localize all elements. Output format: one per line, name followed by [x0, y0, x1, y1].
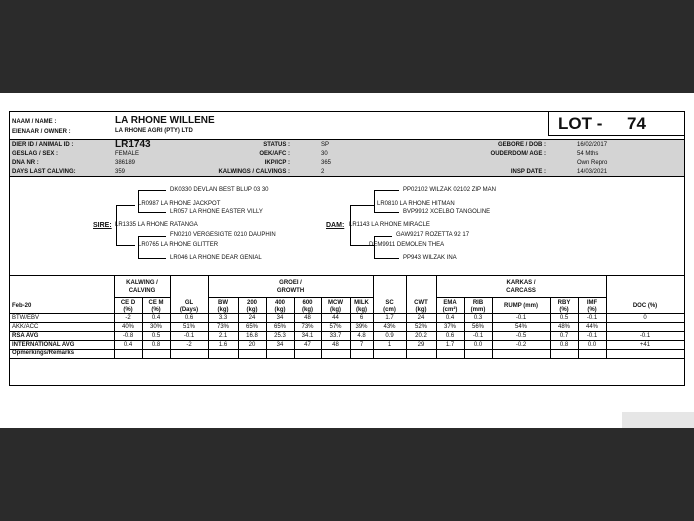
table-cell: 29	[417, 342, 425, 348]
col-unit-cem: (%)	[151, 307, 161, 313]
table-cell: 24	[248, 315, 256, 321]
sire-dam-dam-name: LR046 LA RHONE DEAR GENIAL	[170, 255, 262, 261]
ss-dam-line	[138, 212, 166, 213]
row-rule-4	[10, 349, 684, 350]
table-cell: 7	[359, 342, 364, 348]
dna-value: 386189	[115, 160, 136, 166]
dam-sire-line	[350, 205, 374, 206]
table-cell: 0.3	[473, 315, 483, 321]
col-header-600: 600	[302, 300, 313, 306]
table-cell: 1	[387, 342, 392, 348]
row-rule-5	[10, 358, 684, 359]
table-cell: 16.8	[246, 333, 258, 339]
dam-sire-bracket	[374, 190, 381, 212]
ds-dam-line	[374, 212, 399, 213]
table-cell: 0.8	[559, 342, 569, 348]
sire-dam-line	[116, 245, 135, 246]
table-cell: 0.5	[151, 333, 161, 339]
owner-label: EIENAAR / OWNER :	[12, 129, 71, 135]
dob-label: GEBORE / DOB :	[497, 142, 546, 148]
table-cell: -2	[186, 342, 192, 348]
dna-label: DNA NR :	[12, 160, 39, 166]
table-cell: 65%	[273, 324, 286, 330]
col-unit-cwt: (kg)	[415, 307, 427, 313]
name-label: NAAM / NAME :	[12, 119, 57, 125]
reason-value: Own Repro	[577, 160, 608, 166]
col-header-rby: RBY	[557, 300, 571, 306]
sex-label: GESLAG / SEX :	[12, 151, 59, 157]
growth-group-title-2: GROWTH	[276, 288, 305, 294]
status-value: SP	[321, 142, 330, 148]
row-label-rsa-avg: RSA AVG	[12, 333, 39, 339]
col-header-imf: IMF	[586, 300, 598, 306]
sd-dam-line	[138, 258, 166, 259]
lot-label: LOT -	[558, 114, 603, 133]
dam-dam-name: DEM9911 DEMOLEN THEA	[369, 242, 445, 248]
table-cell: 25.3	[274, 333, 286, 339]
dob-value: 16/02/2017	[577, 142, 608, 148]
row-rule-2	[10, 331, 684, 332]
row-label-acc: AKK/ACC	[12, 324, 39, 330]
calving-group-title-1: KALWING /	[126, 280, 158, 286]
col-header-ema: EMA	[443, 300, 457, 306]
col-unit-gl: (Days)	[179, 307, 199, 313]
col-header-rib: RIB	[472, 300, 484, 306]
age-value: 54 Mths	[577, 151, 599, 157]
animal-id-label: DIER ID / ANIMAL ID :	[12, 142, 74, 148]
dd-sire-line	[374, 236, 392, 237]
table-cell: 0.4	[123, 342, 133, 348]
table-cell: 56%	[471, 324, 484, 330]
table-cell: 30%	[149, 324, 162, 330]
sire-name: LR1335 LA RHONE RATANGA	[115, 222, 198, 228]
top-dark-band	[0, 0, 694, 93]
row-label-intl-avg: INTERNATIONAL AVG	[12, 342, 75, 348]
col-unit-400: (kg)	[274, 307, 286, 313]
table-cell: -0.2	[515, 342, 527, 348]
sire-sire-bracket	[138, 190, 145, 212]
table-cell: 33.7	[329, 333, 342, 339]
dam-sire-sire-name: PP02102 WILZAK 02102 ZIP MAN	[403, 187, 496, 193]
table-cell: 57%	[329, 324, 342, 330]
table-cell: 48	[332, 342, 339, 348]
table-cell: -0.1	[515, 315, 527, 321]
age-label: OUDERDOM/ AGE :	[490, 151, 546, 157]
sire-dam-sire-name: FN0210 VERGESIGTE 0210 DAUPHIN	[170, 232, 276, 238]
afc-value: 30	[321, 151, 328, 157]
table-cell: 0.8	[151, 342, 161, 348]
sd-sire-line	[138, 236, 166, 237]
table-cell: 3.3	[218, 315, 228, 321]
col-header-400: 400	[274, 300, 285, 306]
col-header-200: 200	[246, 300, 257, 306]
col-unit-200: (kg)	[246, 307, 258, 313]
lot-card	[9, 111, 685, 386]
insp-date-label: INSP DATE :	[510, 169, 546, 175]
icp-value: 365	[321, 160, 332, 166]
col-header-doc: DOC (%)	[632, 303, 658, 309]
dam-bracket	[350, 205, 357, 245]
table-cell: 2.1	[218, 333, 228, 339]
owner-value: LA RHONE AGRI (PTY) LTD	[115, 128, 193, 134]
table-cell: 4.8	[357, 333, 366, 339]
table-cell: 37%	[443, 324, 456, 330]
col-unit-rby: (%)	[559, 307, 569, 313]
sire-sire-line	[116, 205, 135, 206]
sire-sire-sire-name: DK0330 DEVLAN BEST BLUP 03 30	[170, 187, 269, 193]
col-header-gl: GL	[184, 300, 194, 306]
table-cell: 43%	[383, 324, 396, 330]
dam-sire-dam-name: BVP9912 XCELBO TANGOLINE	[403, 209, 491, 215]
col-header-cwt: CWT	[414, 300, 428, 306]
table-cell: 73%	[301, 324, 314, 330]
table-cell: 1.7	[445, 342, 455, 348]
name-value: LA RHONE WILLENE	[115, 115, 215, 126]
table-cell: 0.0	[587, 342, 597, 348]
table-cell: 0.4	[445, 315, 455, 321]
col-unit-imf: (%)	[587, 307, 597, 313]
afc-label: OEK/AFC :	[259, 151, 290, 157]
col-unit-sc: (cm)	[383, 307, 396, 313]
dam-dam-dam-name: PP943 WILZAK INA	[403, 255, 457, 261]
sex-value: FEMALE	[115, 151, 140, 157]
remarks-label: Opmerkings/Remarks	[12, 350, 75, 356]
table-cell: -0.1	[639, 333, 651, 339]
row-rule-1	[10, 322, 684, 323]
carcass-group-title-2: CARCASS	[506, 288, 536, 294]
col-unit-bw: (kg)	[217, 307, 229, 313]
col-header-bw: BW	[218, 300, 228, 306]
table-cell: 47	[304, 342, 311, 348]
table-cell: -0.1	[183, 333, 195, 339]
table-cell: -0.1	[586, 333, 598, 339]
dam-dam-sire-name: GAW9217 ROZETTA 92 17	[396, 232, 470, 238]
col-header-milk: MILK	[354, 300, 369, 306]
status-label: STATUS :	[263, 142, 290, 148]
table-cell: 73%	[216, 324, 229, 330]
table-cell: 34	[276, 342, 284, 348]
table-cell: 6	[359, 315, 364, 321]
table-cell: 0	[643, 315, 647, 321]
table-cell: -0.1	[472, 333, 484, 339]
table-cell: -0.1	[586, 315, 598, 321]
carcass-group-rule	[436, 297, 606, 298]
table-cell: -0.5	[515, 333, 527, 339]
table-cell: 48	[304, 315, 311, 321]
table-cell: 52%	[414, 324, 427, 330]
col-header-sc: SC	[385, 300, 394, 306]
col-unit-rib: (mm)	[470, 307, 486, 313]
table-cell: 0.4	[151, 315, 161, 321]
table-cell: 0.7	[559, 333, 569, 339]
corner-patch	[622, 412, 694, 428]
col-unit-milk: (kg)	[356, 307, 367, 313]
lot-number: 74	[627, 114, 646, 133]
table-cell: 24	[417, 315, 425, 321]
sire-dam-name: LR0765 LA RHONE GLITTER	[138, 242, 219, 248]
calving-group-title-2: CALVING	[128, 288, 156, 294]
table-top-rule	[10, 275, 684, 276]
calvings-label: KALWINGS / CALVINGS :	[218, 169, 290, 175]
dam-sire-name: LR0810 LA RHONE HITMAN	[377, 201, 455, 207]
table-cell: -0.8	[122, 333, 134, 339]
col-unit-ema: (cm²)	[442, 307, 458, 313]
row-rule-3	[10, 340, 684, 341]
col-header-ced: CE D	[120, 300, 136, 306]
dam-dam-bracket	[374, 236, 381, 258]
table-cell: 34	[276, 315, 284, 321]
sire-sire-name: LR0987 LA RHONE JACKPOT	[138, 201, 221, 207]
table-cell: 44	[332, 315, 339, 321]
sire-dam-bracket	[138, 236, 145, 258]
insp-date-value: 14/03/2021	[577, 169, 608, 175]
table-cell: 65%	[245, 324, 258, 330]
col-header-mcw: MCW	[328, 300, 343, 306]
sire-bracket	[116, 205, 123, 245]
period-label: Feb-20	[12, 303, 32, 309]
col-unit-ced: (%)	[123, 307, 133, 313]
table-cell: -2	[125, 315, 131, 321]
table-cell: 54%	[514, 324, 527, 330]
calvings-value: 2	[321, 169, 325, 175]
table-cell: +41	[639, 342, 651, 348]
bottom-dark-band	[0, 428, 694, 521]
days-last-calving-value: 359	[115, 169, 126, 175]
growth-group-title-1: GROEI /	[279, 280, 302, 286]
table-cell: 20.2	[415, 333, 427, 339]
details-top-rule	[10, 139, 684, 140]
dam-name: LR1143 LA RHONE MIRACLE	[349, 222, 430, 228]
col-header-cem: CE M	[148, 300, 164, 306]
table-cell: 0.5	[559, 315, 569, 321]
table-cell: 20	[248, 342, 256, 348]
table-cell: 34.1	[301, 333, 314, 339]
col-unit-mcw: (kg)	[330, 307, 341, 313]
details-bottom-rule	[10, 176, 684, 177]
table-cell: 1.7	[385, 315, 394, 321]
col-unit-600: (kg)	[302, 307, 313, 313]
ss-sire-line	[138, 190, 166, 191]
sire-sire-dam-name: LR057 LA RHONE EASTER VILLY	[170, 209, 263, 215]
table-cell: 0.6	[184, 315, 194, 321]
table-cell: 40%	[121, 324, 134, 330]
dam-label: DAM:	[326, 222, 345, 229]
table-cell: 51%	[182, 324, 195, 330]
dd-dam-line	[374, 258, 399, 259]
table-cell: 0.6	[445, 333, 455, 339]
col-header-rump: RUMP (mm)	[504, 303, 538, 309]
icp-label: IKP/ICP :	[264, 160, 290, 166]
table-cell: 0.0	[473, 342, 483, 348]
days-last-calving-label: DAYS LAST CALVING:	[12, 169, 76, 175]
ds-sire-line	[374, 190, 399, 191]
growth-group-rule	[208, 297, 373, 298]
table-cell: 48%	[557, 324, 570, 330]
carcass-group-title-1: KARKAS /	[506, 280, 536, 286]
table-cell: 39%	[355, 324, 368, 330]
sire-label: SIRE:	[93, 222, 112, 229]
table-cell: 44%	[585, 324, 598, 330]
row-label-ebv: BTW/EBV	[12, 315, 40, 321]
table-cell: 0.9	[385, 333, 394, 339]
table-cell: 1.6	[218, 342, 228, 348]
animal-id-value: LR1743	[115, 139, 151, 150]
